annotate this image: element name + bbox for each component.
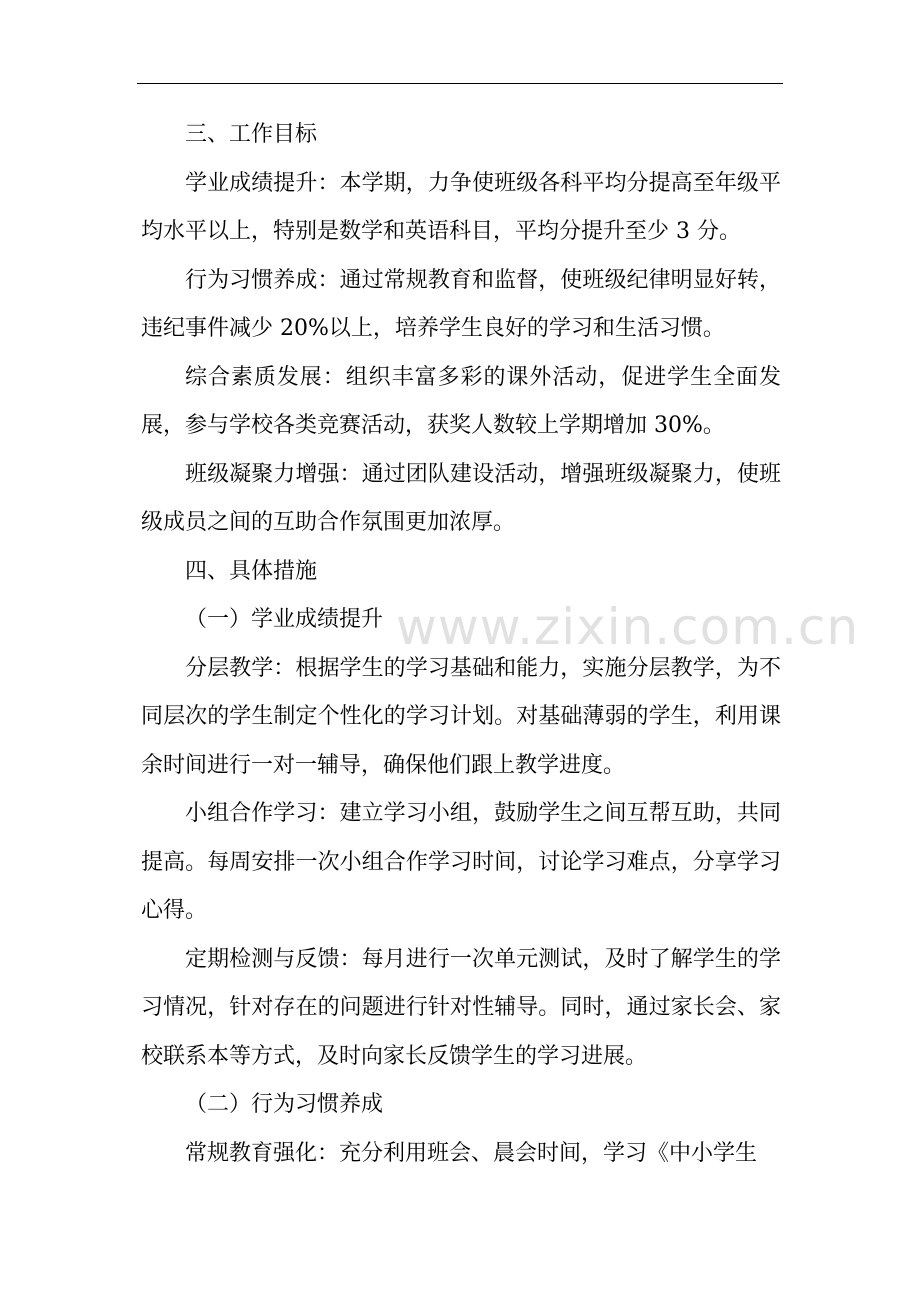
paragraph-group-learning: 小组合作学习：建立学习小组，鼓励学生之间互帮互助，共同提高。每周安排一次小组合作学习时间，讨论学习难点，分享学习心得。	[141, 801, 781, 923]
watermark: www.zixin.com.cn	[396, 598, 860, 656]
header-rule	[137, 83, 783, 84]
subsection-heading-academic: （一）学业成绩提升	[185, 607, 384, 632]
paragraph-routine-education: 常规教育强化：充分利用班会、晨会时间，学习《中小学生	[185, 1140, 758, 1166]
subsection-heading-behavior: （二）行为习惯养成	[185, 1092, 384, 1117]
paragraph-behavior-goal: 行为习惯养成：通过常规教育和监督，使班级纪律明显好转，违纪事件减少 20%以上，培养学生良好的学习和生活习惯。	[141, 267, 781, 341]
paragraph-academic-goal: 学业成绩提升：本学期，力争使班级各科平均分提高至年级平均水平以上，特别是数学和英语科目，平均分提升至少 3 分。	[141, 170, 781, 244]
section-heading-goals: 三、工作目标	[185, 122, 318, 147]
paragraph-testing-feedback: 定期检测与反馈：每月进行一次单元测试，及时了解学生的学习情况，针对存在的问题进行针对性辅导。同时，通过家长会、家校联系本等方式，及时向家长反馈学生的学习进展。	[141, 946, 781, 1069]
paragraph-layered-teaching: 分层教学：根据学生的学习基础和能力，实施分层教学，为不同层次的学生制定个性化的学习计划。对基础薄弱的学生，利用课余时间进行一对一辅导，确保他们跟上教学进度。	[141, 655, 781, 778]
document-body	[141, 111, 781, 1178]
paragraph-quality-goal: 综合素质发展：组织丰富多彩的课外活动，促进学生全面发展，参与学校各类竞赛活动，获奖人数较上学期增加 30%。	[141, 364, 781, 438]
paragraph-cohesion-goal: 班级凝聚力增强：通过团队建设活动，增强班级凝聚力，使班级成员之间的互助合作氛围更加浓厚。	[141, 461, 781, 535]
section-heading-measures: 四、具体措施	[185, 558, 318, 584]
